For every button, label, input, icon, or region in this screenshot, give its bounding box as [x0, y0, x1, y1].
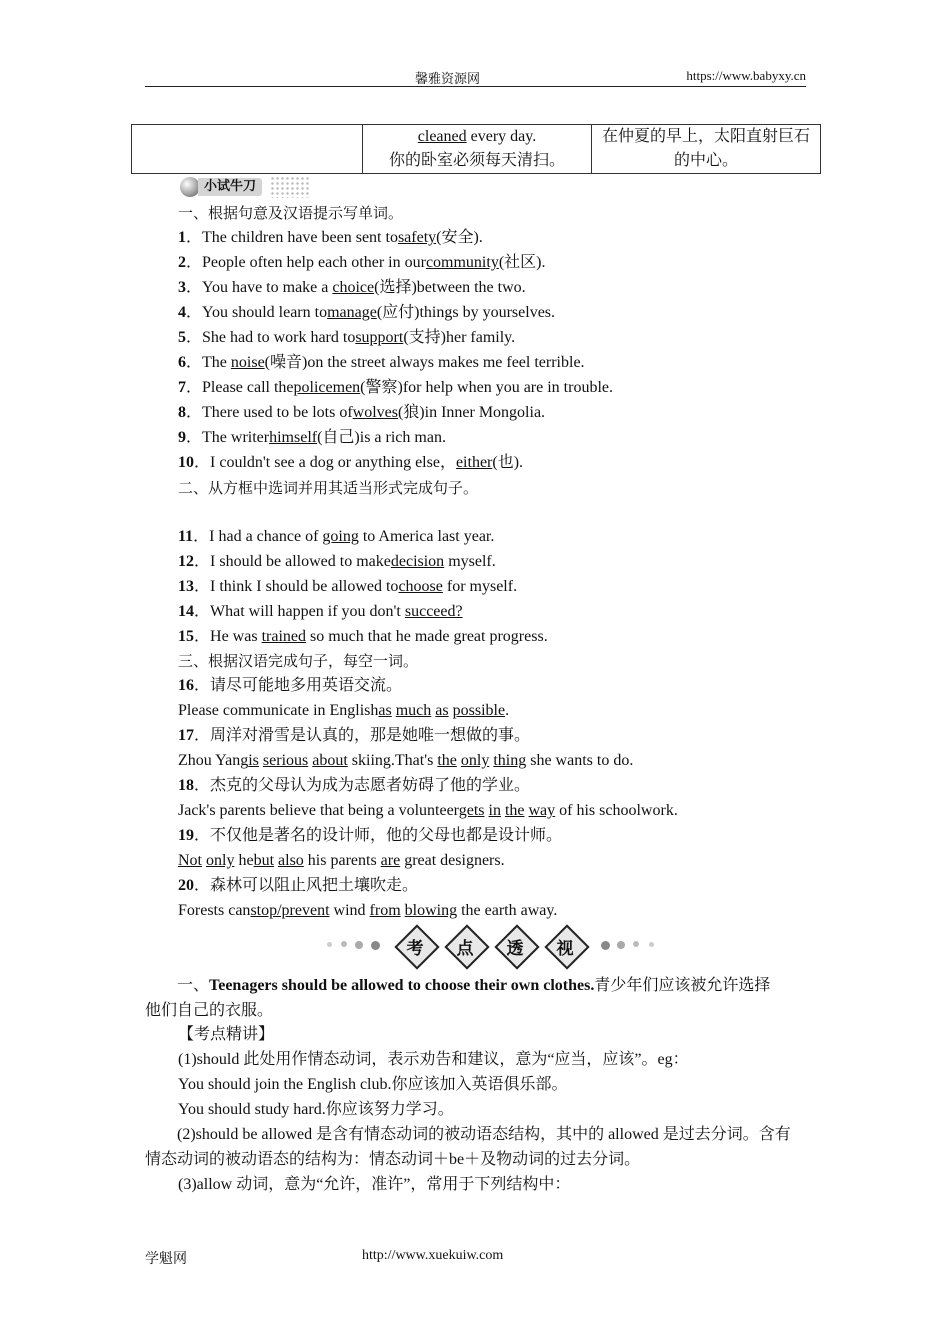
q20-english: Forests canstop/prevent wind from blowing the earth away.	[178, 902, 558, 919]
list-item: 12．I should be allowed to makedecision myself.	[178, 553, 496, 570]
point-example-1: You should join the English club.你应该加入英语俱乐部。	[178, 1076, 568, 1093]
answer-word: decision	[390, 553, 445, 570]
point-tag: 【考点精讲】	[178, 1026, 275, 1043]
answer-word: policemen	[293, 379, 361, 396]
badge-ball-icon	[180, 177, 200, 197]
vocab-table-fragment	[131, 124, 821, 174]
footer-url: http://www.xuekuiw.com	[362, 1248, 504, 1263]
section3-title: 三、根据汉语完成句子，每空一词。	[178, 652, 419, 670]
list-item: 10．I couldn't see a dog or anything else，either(也).	[178, 454, 524, 471]
answer-word: choose	[398, 578, 443, 595]
banner-dot	[371, 941, 380, 950]
point-p3: (3)allow 动词，意为“允许，准许”，常用于下列结构中：	[178, 1176, 571, 1193]
answer-word: noise	[230, 354, 265, 371]
header-url: https://www.babyxy.cn	[686, 68, 806, 83]
q16-chinese: 16．请尽可能地多用英语交流。	[178, 677, 403, 694]
table-cell-translation: 在仲夏的早上，太阳直射巨石 的中心。	[592, 125, 821, 174]
section2-title: 二、从方框中选词并用其适当形式完成句子。	[178, 479, 479, 497]
banner-char-box: 透	[497, 927, 533, 963]
list-item: 5．She had to work hard tosupport(支持)her family.	[178, 329, 516, 346]
table-cell-example: cleaned every day. 你的卧室必须每天清扫。	[363, 125, 592, 174]
q18-chinese: 18．杰克的父母认为成为志愿者妨碍了他的学业。	[178, 777, 531, 794]
q19-chinese: 19．不仅他是著名的设计师，他的父母也都是设计师。	[178, 827, 563, 844]
list-item: 8．There used to be lots ofwolves(狼)in Inner Mongolia.	[178, 404, 546, 421]
list-item: 13．I think I should be allowed tochoose for myself.	[178, 578, 518, 595]
header-site-name: 馨雅资源网	[415, 71, 481, 86]
answer-word: support	[355, 329, 404, 346]
list-item: 11．I had a chance of going to America last year.	[178, 528, 495, 545]
section1-title: 一、根据句意及汉语提示写单词。	[178, 204, 404, 222]
point-p2: (2)should be allowed 是含有情态动词的被动语态结构，其中的 allowed 是过去分词。含有 情态动词的被动语态的结构为：情态动词＋be＋及物动词的过去分词。	[145, 1126, 791, 1168]
list-item: 14．What will happen if you don't succeed?	[178, 603, 463, 620]
answer-word: community	[425, 254, 499, 271]
q18-english: Jack's parents believe that being a volunteergets in the way of his schoolwork.	[178, 802, 678, 819]
banner-dot	[341, 941, 347, 947]
answer-word: choice	[332, 279, 375, 296]
point-example-2: You should study hard.你应该努力学习。	[178, 1101, 454, 1118]
list-item: 3．You have to make a choice(选择)between the two.	[178, 279, 526, 296]
q16-english: Please communicate in Englishas much as possible.	[178, 702, 510, 719]
banner-dot	[649, 942, 654, 947]
badge-label: 小试牛刀	[198, 178, 262, 196]
list-item: 7．Please call thepolicemen(警察)for help when you are in trouble.	[178, 379, 613, 396]
banner-dot	[355, 941, 363, 949]
answer-word: manage	[327, 304, 377, 321]
practice-badge	[180, 176, 310, 198]
banner-char-box: 视	[547, 927, 583, 963]
list-item: 15．He was trained so much that he made great progress.	[178, 628, 548, 645]
banner-dot	[633, 941, 639, 947]
list-item: 6．The noise(噪音)on the street always makes me feel terrible.	[178, 354, 585, 371]
answer-word: succeed?	[404, 603, 463, 620]
answer-word: trained	[261, 628, 306, 645]
answer-word: himself	[269, 429, 318, 446]
answer-word: wolves	[352, 404, 398, 421]
list-item: 4．You should learn tomanage(应付)things by yourselves.	[178, 304, 556, 321]
badge-dots-decoration	[270, 176, 310, 198]
point-title: 一、Teenagers should be allowed to choose their own clothes.青少年们应该被允许选择 他们自己的衣服。	[145, 977, 771, 1019]
point-p1: (1)should 此处用作情态动词，表示劝告和建议，意为“应当，应该”。eg：	[178, 1051, 689, 1068]
list-item: 1．The children have been sent tosafety(安全).	[178, 229, 483, 246]
answer-word: safety	[397, 229, 437, 246]
banner-char-box: 点	[447, 927, 483, 963]
list-item: 2．People often help each other in ourcommunity(社区).	[178, 254, 546, 271]
banner-dot	[617, 941, 625, 949]
table-cell-empty	[132, 125, 363, 174]
answer-word: either	[455, 454, 493, 471]
q20-chinese: 20．森林可以阻止风把土壤吹走。	[178, 877, 419, 894]
table-word: cleaned	[417, 128, 467, 145]
banner-dot	[327, 942, 332, 947]
key-points-banner	[325, 924, 660, 966]
list-item: 9．The writerhimself(自己)is a rich man.	[178, 429, 446, 446]
footer-left: 学魁网	[145, 1252, 187, 1267]
page-header	[145, 68, 806, 87]
q17-english: Zhou Yangis serious about skiing.That's the only thing she wants to do.	[178, 752, 634, 769]
q19-english: Not only hebut also his parents are great designers.	[178, 852, 505, 869]
q17-chinese: 17．周洋对滑雪是认真的，那是她唯一想做的事。	[178, 727, 531, 744]
answer-word: going	[322, 528, 359, 545]
banner-char-box: 考	[397, 927, 433, 963]
banner-dot	[601, 941, 610, 950]
